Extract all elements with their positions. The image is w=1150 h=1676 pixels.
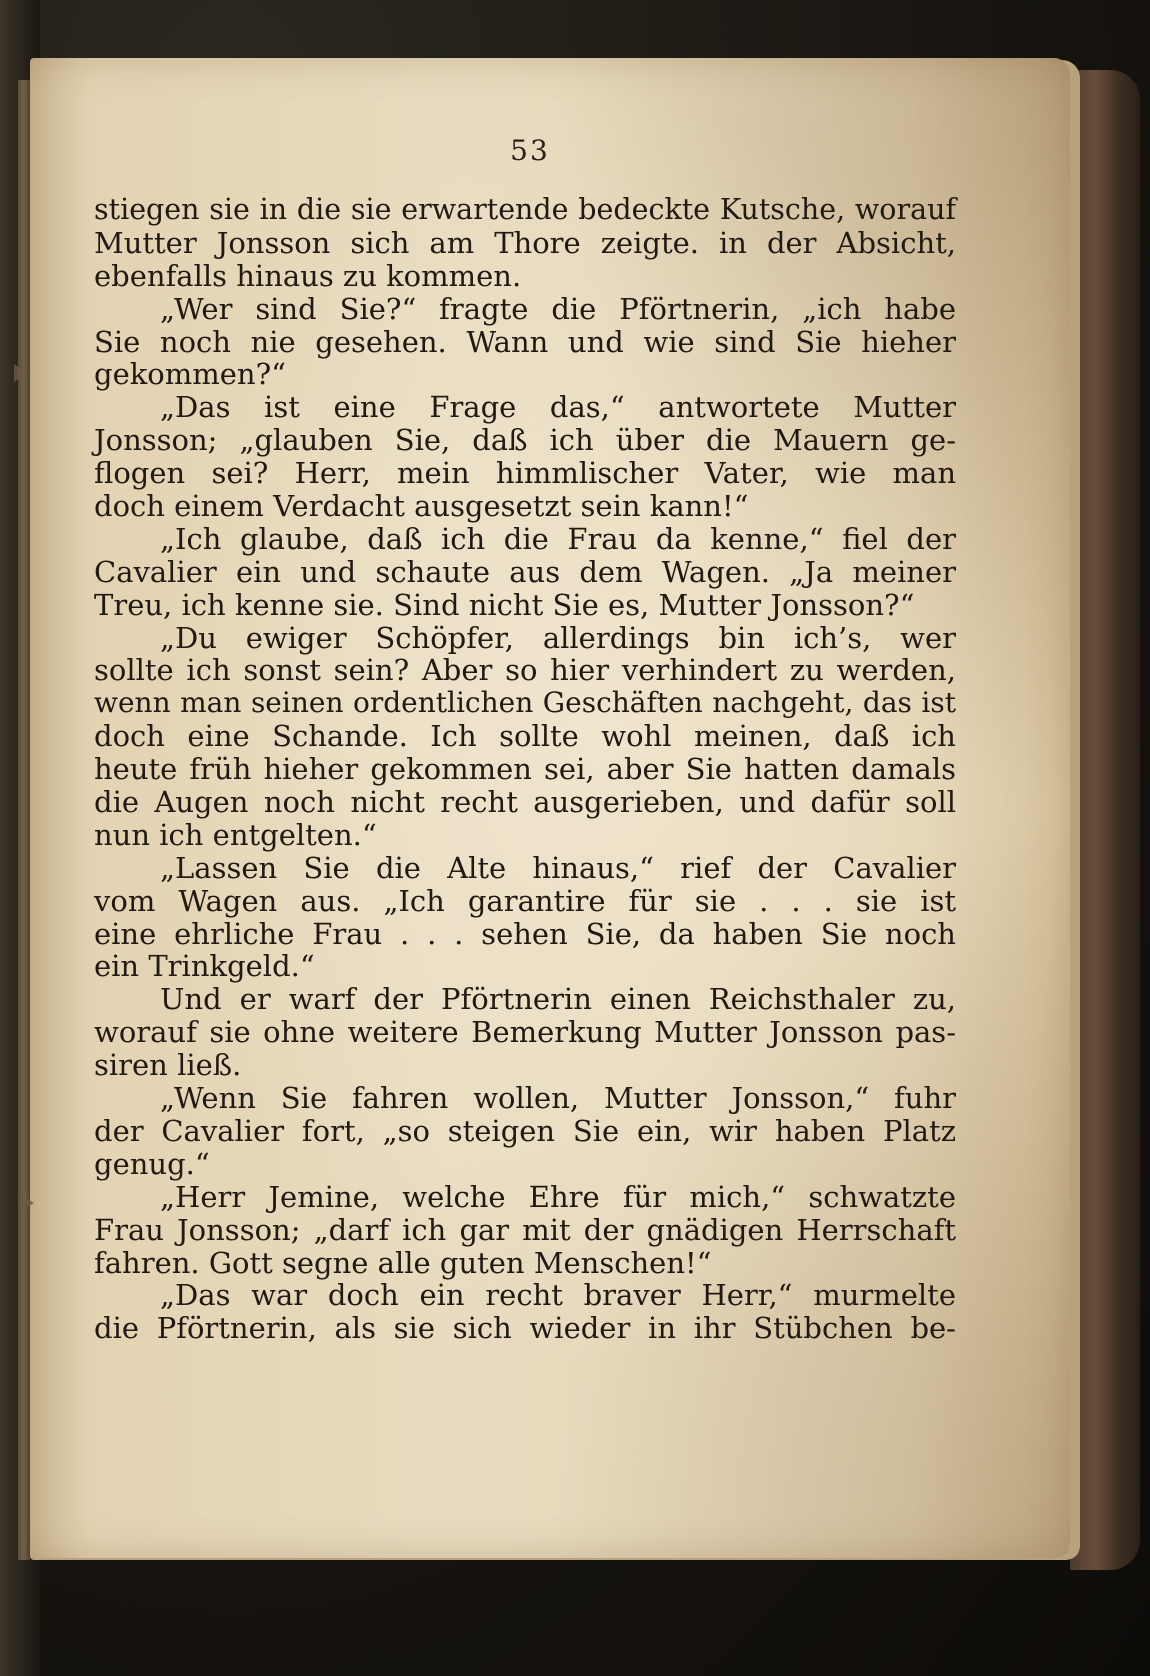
text-line: Mutter Jonsson sich am Thore zeigte. in der Absicht, — [94, 225, 956, 260]
text-line: eine ehrliche Frau . . . sehen Sie, da haben Sie noch — [94, 916, 956, 951]
text-line: heute früh hieher gekommen sei, aber Sie hatten damals — [94, 752, 956, 787]
margin-arrow-icon — [14, 364, 28, 382]
text-line: „Wer sind Sie?“ fragte die Pförtnerin, „ich habe — [160, 291, 956, 326]
text-line: doch eine Schande. Ich sollte wohl meinen, daß ich — [94, 719, 956, 754]
text-line: Und er warf der Pförtnerin einen Reichsthaler zu, — [160, 982, 956, 1017]
text-line: „Das ist eine Frage das,“ antwortete Mutter — [160, 390, 956, 425]
text-line: die Pförtnerin, als sie sich wieder in ihr Stübchen be- — [94, 1311, 956, 1346]
book-spine — [18, 80, 30, 1560]
text-line: genug.“ — [94, 1146, 210, 1181]
text-line: Frau Jonsson; „darf ich gar mit der gnädigen Herrschaft — [94, 1212, 956, 1247]
margin-arrow-icon — [20, 1194, 34, 1212]
text-line: doch einem Verdacht ausgesetzt sein kann!“ — [94, 489, 749, 524]
text-line: gekommen?“ — [94, 357, 286, 392]
text-line: nun ich entgelten.“ — [94, 817, 377, 852]
back-cover-board — [1070, 70, 1140, 1570]
text-line: siren ließ. — [94, 1048, 242, 1083]
text-line: ein Trinkgeld.“ — [94, 949, 315, 984]
text-line: vom Wagen aus. „Ich garantire für sie . . . sie ist — [94, 883, 956, 918]
text-line: stiegen sie in die sie erwartende bedeckte Kutsche, worauf — [94, 193, 956, 226]
page-number: 53 — [510, 134, 550, 167]
text-line: „Das war doch ein recht braver Herr,“ murmelte — [160, 1278, 956, 1313]
text-line: fahren. Gott segne alle guten Menschen!“ — [94, 1245, 712, 1280]
text-line: flogen sei? Herr, mein himmlischer Vater, wie man — [94, 456, 956, 491]
text-line: Cavalier ein und schaute aus dem Wagen. „Ja meiner — [94, 554, 956, 589]
text-line: worauf sie ohne weitere Bemerkung Mutter Jonsson pas- — [94, 1015, 956, 1050]
text-line: „Lassen Sie die Alte hinaus,“ rief der Cavalier — [160, 850, 956, 885]
text-line: „Du ewiger Schöpfer, allerdings bin ich’s, wer — [160, 620, 956, 655]
text-line: Sie noch nie gesehen. Wann und wie sind Sie hieher — [94, 324, 956, 359]
text-line: „Ich glaube, daß ich die Frau da kenne,“ fiel der — [160, 521, 956, 556]
text-line: ebenfalls hinaus zu kommen. — [94, 258, 522, 293]
text-line: sollte ich sonst sein? Aber so hier verhindert zu werden, — [94, 653, 956, 688]
text-line: Treu, ich kenne sie. Sind nicht Sie es, Mutter Jonsson?“ — [94, 587, 915, 622]
page-text — [94, 194, 956, 1345]
book-page — [30, 58, 1070, 1558]
text-line: die Augen noch nicht recht ausgerieben, und dafür soll — [94, 785, 956, 820]
text-line: Jonsson; „glauben Sie, daß ich über die Mauern ge- — [94, 423, 956, 458]
text-line: wenn man seinen ordentlichen Geschäften nachgeht, das ist — [94, 686, 956, 720]
text-line: „Wenn Sie fahren wollen, Mutter Jonsson,“ fuhr — [160, 1081, 956, 1116]
text-line: der Cavalier fort, „so steigen Sie ein, wir haben Platz — [94, 1113, 956, 1148]
text-line: „Herr Jemine, welche Ehre für mich,“ schwatzte — [160, 1179, 956, 1214]
